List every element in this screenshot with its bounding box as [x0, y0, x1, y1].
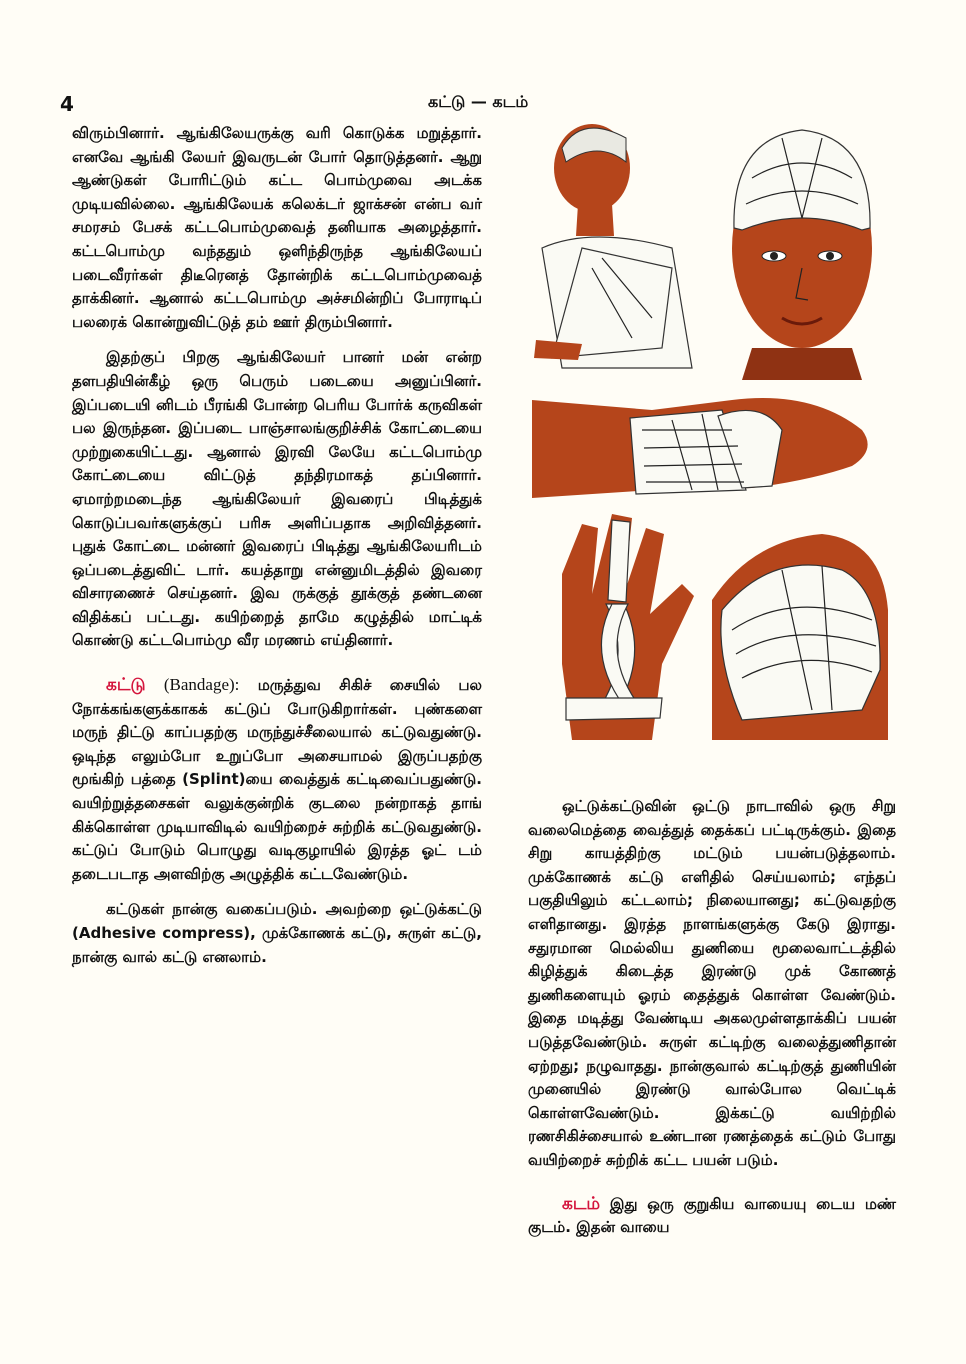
figure-head-bandage — [712, 118, 892, 380]
paragraph-bandage-types: கட்டுகள் நான்கு வகைப்படும். அவற்றை ஒட்டுக்கட்டு (Adhesive compress), முக்கோணக் கட்டு, சுருள் கட்டு, நான்கு வால் கட்டு எனலாம். — [72, 900, 482, 966]
figure-shoulder-bandage — [712, 530, 892, 740]
entry-kadam-text: இது ஒரு குறுகிய வாயையு டைய மண் குடம். இதன் வாயை — [528, 1194, 896, 1237]
finger-bandage-illustration — [562, 514, 694, 740]
right-column — [528, 795, 896, 1252]
paragraph-kattabomman-2: இதற்குப் பிறகு ஆங்கிலேயர் பானர் மன் என்ற தளபதியின்கீழ் ஒரு பெரும் படையை அனுப்பினர். இப்படையி னிடம் பீரங்கி போன்ற பெரிய போர்க் கருவிகள் பல இருந்தன. இப்படை பாஞ்சாலங்குறிச்சிக் கோட்டையை முற்றுகையிட்டது. ஆனால் இரவி லேயே கட்டபொம்மு கோட்டையை விட்டுத் தந்திரமாகத் தப்பினார். ஏமாற்றமடைந்த ஆங்கிலேயர் இவரைப் பிடித்துக் கொடுப்பவர்களுக்குப் பரிசு அளிப்பதாக அறிவித்தனர். புதுக் கோட்டை மன்னர் இவரைப் பிடித்து ஆங்கிலேயரிடம் ஒப்படைத்துவிட் டார். கயத்தாறு என்னுமிடத்தில் இவரை விசாரணைச் செய்தனர். இவ ருக்குத் தூக்குத் தண்டனை விதிக்கப் பட்டது. கயிற்றைத் தாமே கழுத்தில் மாட்டிக் கொண்டு கட்டபொம்மு வீர மரணம் எய்தினார். — [72, 348, 482, 650]
entry-kattu-text: மருத்துவ சிகிச் சையில் பல நோக்கங்களுக்காகக் கட்டுப் போடுகிறார்கள். புண்களை மருந் திட்டு காப்பதற்கு மருந்துச்சீலையால் கட்டுவதுண்டு. ஒடிந்த எலும்போ உறுப்போ அசையாமல் இருப்பதற்கு மூங்கிற் பத்தை (Splint)யை வைத்துக் கட்டிவைப்பதுண்டு. வயிற்றுத்தசைகள் வலுக்குன்றிக் குடலை நன்றாகத் தாங் கிக்கொள்ள முடியாவிடில் வயிற்றைச் சுற்றிக் கட்டுவதுண்டு. கட்டுப் போடும் பொழுது வடிகுழாயில் இரத்த ஓட் டம் தடைபடாத அளவிற்கு அழுத்திக் கட்டவேண்டும். — [72, 676, 482, 883]
paragraph-kattabomman-1: விரும்பினார். ஆங்கிலேயருக்கு வரி கொடுக்க மறுத்தார். எனவே ஆங்கி லேயர் இவருடன் போர் தொடுத்தனர். ஆறு ஆண்டுகள் போரிட்டும் கட்ட பொம்முவை அடக்க முடியவில்லை. ஆங்கிலேயக் கலெக்டர் ஜாக்சன் என்ப வர் சமரசம் பேசக் கட்டபொம்முவைத் தனியாக அழைத்தார். கட்டபொம்மு வந்ததும் ஒளிந்திருந்த ஆங்கிலேயப் படைவீரர்கள் திடீரெனத் தோன்றிக் கட்டபொம்முவைத் தாக்கினர். ஆனால் கட்டபொம்மு அச்சமின்றிப் போராடிப் பலரைக் கொன்றுவிட்டுத் தம் ஊர் திரும்பினார். — [72, 124, 482, 331]
left-column — [72, 122, 482, 981]
running-head: கட்டு — கடம் — [428, 92, 529, 111]
paragraph-bandage-details: ஒட்டுக்கட்டுவின் ஒட்டு நாடாவில் ஒரு சிறு வலைமெத்தை வைத்துத் தைக்கப் பட்டிருக்கும். இதை சிறு காயத்திற்கு மட்டும் பயன்படுத்தலாம். முக்கோணக் கட்டு எளிதில் செய்யலாம்; எந்தப் பகுதியிலும் கட்டலாம்; நிலையானது; கட்டுவதற்கு எளிதானது. இரத்த நாளங்களுக்கு கேடு இராது. சதுரமான மெல்லிய துணியை மூலைவாட்டத்தில் கிழித்துக் கிடைத்த இரண்டு முக் கோணத் துணிகளையும் ஓரம் தைத்துக் கொள்ள வேண்டும். இதை மடித்து வேண்டிய அகலமுள்ளதாக்கிப் பயன் படுத்தவேண்டும். சுருள் கட்டிற்கு வலைத்துணிதான் ஏற்றது; நழுவாதது. நான்குவால் கட்டிற்குத் துணியின் முனையில் இரண்டு வால்போல வெட்டிக் கொள்ளவேண்டும். இக்கட்டு வயிற்றில் ரணசிகிச்சையால் உண்டான ரணத்தைக் கட்டும் போது வயிற்றைச் சுற்றிக் கட்ட பயன் படும். — [528, 797, 896, 1169]
arm-sling-illustration — [534, 124, 692, 368]
figure-finger-bandage — [542, 514, 702, 740]
entry-kadam — [528, 1193, 896, 1240]
shoulder-bandage-illustration — [712, 534, 888, 740]
headword-kadam: கடம் — [562, 1193, 601, 1214]
figure-arm-sling — [522, 118, 702, 380]
entry-kattu — [72, 673, 482, 886]
head-bandage-illustration — [732, 130, 872, 380]
headword-kattu: கட்டு — [106, 675, 146, 696]
hand-bandage-illustration — [532, 398, 868, 498]
page-number: 4 — [60, 92, 74, 116]
headword-kattu-latin: (Bandage): — [163, 675, 240, 695]
figure-hand-bandage — [532, 390, 877, 510]
